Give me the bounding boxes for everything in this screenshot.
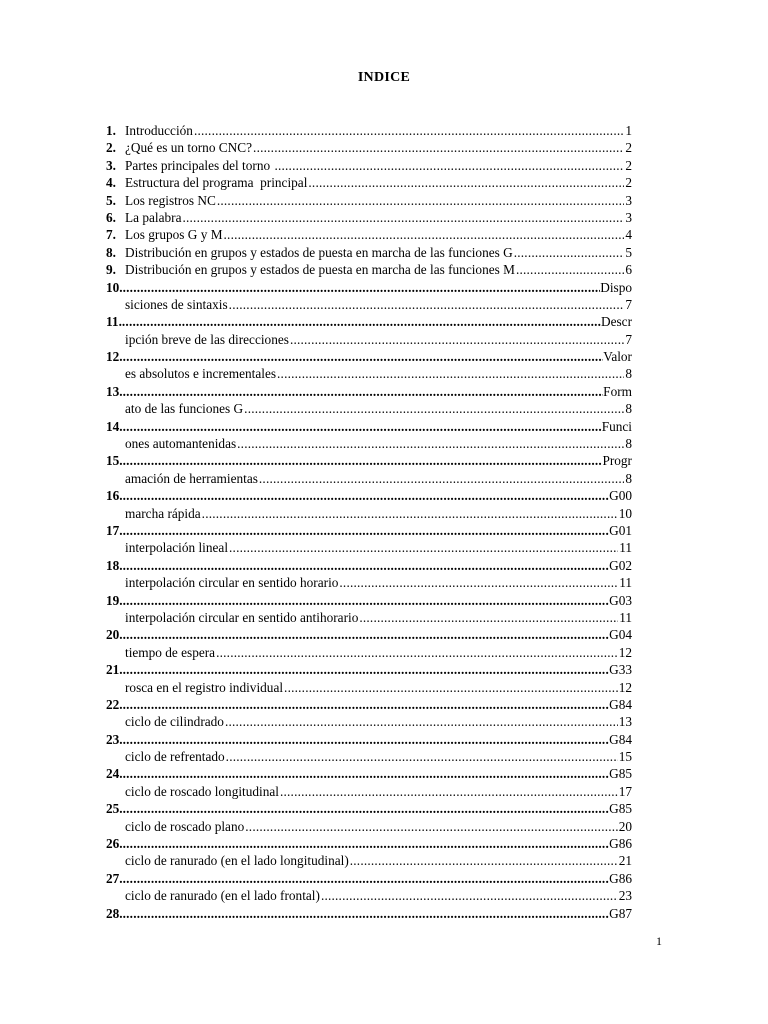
entry-heading: G85: [609, 801, 632, 817]
toc-entry-head: [106, 452, 632, 469]
entry-title: interpolación circular en sentido antihorario: [125, 609, 359, 625]
dot-leader: [123, 418, 602, 435]
toc-entry-head: [106, 626, 632, 643]
entry-number: 20.: [106, 627, 123, 643]
dot-leader: [182, 209, 624, 226]
toc-entry-head: [106, 905, 632, 922]
dot-leader: [123, 696, 609, 713]
entry-heading: G00: [609, 488, 632, 504]
entry-number: 21.: [106, 662, 123, 678]
toc-entry-body: [106, 435, 632, 452]
entry-number: 5.: [106, 192, 116, 208]
entry-page: 2: [625, 140, 632, 156]
toc-entry: [106, 209, 632, 226]
toc-entry-body: [106, 505, 632, 522]
entry-title: Los grupos G y M: [125, 227, 223, 243]
dot-leader: [280, 783, 618, 800]
entry-title: ciclo de ranurado (en el lado longitudinal): [125, 853, 349, 869]
dot-leader: [123, 487, 609, 504]
table-of-contents: [106, 122, 632, 922]
dot-leader: [123, 870, 609, 887]
dot-leader: [259, 470, 624, 487]
dot-leader: [225, 713, 618, 730]
entry-page: 13: [618, 714, 632, 730]
dot-leader: [123, 383, 604, 400]
toc-entry-body: [106, 609, 632, 626]
entry-title: Distribución en grupos y estados de puesta en marcha de las funciones M: [125, 262, 515, 278]
dot-leader: [123, 592, 609, 609]
toc-entry-head: [106, 383, 632, 400]
entry-title: ciclo de refrentado: [125, 749, 225, 765]
entry-heading: G01: [609, 522, 632, 538]
toc-entry-head: [106, 522, 632, 539]
entry-number: 11.: [106, 314, 122, 330]
entry-title: marcha rápida: [125, 505, 201, 521]
toc-entry: [106, 192, 632, 209]
toc-entry-body: [106, 713, 632, 730]
entry-title: interpolación lineal: [125, 540, 229, 556]
entry-page: 12: [618, 679, 632, 695]
toc-entry-head: [106, 835, 632, 852]
toc-entry: [106, 174, 632, 191]
entry-number: 25.: [106, 801, 123, 817]
entry-page: 5: [625, 244, 632, 260]
entry-number: 19.: [106, 592, 123, 608]
toc-entry-body: [106, 470, 632, 487]
dot-leader: [123, 661, 609, 678]
dot-leader: [308, 174, 624, 191]
toc-entry-head: [106, 661, 632, 678]
dot-leader: [244, 400, 624, 417]
entry-title: siciones de sintaxis: [125, 296, 228, 312]
entry-heading: G03: [609, 592, 632, 608]
entry-heading: G33: [609, 662, 632, 678]
entry-number: 4.: [106, 175, 116, 191]
dot-leader: [229, 539, 618, 556]
entry-page: 7: [625, 331, 632, 347]
entry-number: 2.: [106, 140, 116, 156]
entry-heading: Form: [603, 383, 632, 399]
entry-page: 3: [625, 209, 632, 225]
toc-entry-body: [106, 748, 632, 765]
entry-page: 11: [619, 575, 632, 591]
toc-entry-body: [106, 887, 632, 904]
entry-number: 15.: [106, 453, 123, 469]
entry-title: amación de herramientas: [125, 470, 258, 486]
entry-title: ciclo de cilindrado: [125, 714, 224, 730]
dot-leader: [226, 748, 618, 765]
dot-leader: [122, 313, 601, 330]
entry-page: 11: [619, 540, 632, 556]
toc-entry-head: [106, 557, 632, 574]
entry-title: ones automantenidas: [125, 436, 237, 452]
dot-leader: [274, 157, 624, 174]
toc-entry-head: [106, 696, 632, 713]
entry-number: 17.: [106, 522, 123, 538]
dot-leader: [514, 244, 625, 261]
page-number: 1: [656, 934, 662, 948]
toc-entry: [106, 261, 632, 278]
entry-number: 1.: [106, 123, 116, 138]
toc-entry-body: [106, 644, 632, 661]
entry-page: 23: [618, 888, 632, 904]
entry-title: Estructura del programa principal: [125, 175, 308, 191]
toc-entry-body: [106, 365, 632, 382]
dot-leader: [253, 139, 624, 156]
dot-leader: [245, 818, 617, 835]
entry-heading: G86: [609, 870, 632, 886]
toc-entry-body: [106, 539, 632, 556]
toc-entry: [106, 244, 632, 261]
entry-number: 8.: [106, 244, 116, 260]
entry-title: tiempo de espera: [125, 644, 216, 660]
entry-page: 4: [625, 227, 632, 243]
entry-page: 8: [625, 366, 632, 382]
entry-number: 18.: [106, 557, 123, 573]
toc-entry-body: [106, 331, 632, 348]
entry-title: es absolutos e incrementales: [125, 366, 277, 382]
entry-page: 1: [625, 123, 632, 138]
entry-number: 13.: [106, 383, 123, 399]
dot-leader: [123, 905, 609, 922]
dot-leader: [123, 452, 603, 469]
toc-entry-head: [106, 870, 632, 887]
dot-leader: [123, 557, 609, 574]
toc-entry-head: [106, 313, 632, 330]
toc-entry-body: [106, 574, 632, 591]
entry-heading: Progr: [602, 453, 632, 469]
entry-page: 2: [625, 175, 632, 191]
dot-leader: [123, 348, 604, 365]
entry-heading: G85: [609, 766, 632, 782]
dot-leader: [339, 574, 618, 591]
toc-entry-head: [106, 279, 632, 296]
entry-heading: Valor: [603, 349, 632, 365]
dot-leader: [123, 731, 609, 748]
entry-number: 14.: [106, 418, 123, 434]
dot-leader: [321, 887, 618, 904]
dot-leader: [277, 365, 624, 382]
dot-leader: [202, 505, 618, 522]
entry-number: 28.: [106, 905, 123, 921]
toc-entry: [106, 139, 632, 156]
toc-entry-body: [106, 400, 632, 417]
entry-heading: G84: [609, 731, 632, 747]
entry-number: 27.: [106, 870, 123, 886]
entry-heading: Descr: [600, 314, 632, 330]
entry-page: 11: [619, 609, 632, 625]
entry-title: Introducción: [125, 123, 193, 138]
entry-number: 6.: [106, 209, 116, 225]
dot-leader: [290, 331, 624, 348]
entry-page: 17: [618, 783, 632, 799]
entry-number: 16.: [106, 488, 123, 504]
entry-page: 7: [625, 296, 632, 312]
entry-title: ipción breve de las direcciones: [125, 331, 289, 347]
entry-number: 26.: [106, 836, 123, 852]
toc-entry-head: [106, 800, 632, 817]
dot-leader: [123, 626, 609, 643]
entry-title: La palabra: [125, 209, 182, 225]
toc-entry-body: [106, 679, 632, 696]
entry-title: ¿Qué es un torno CNC?: [125, 140, 253, 156]
entry-title: ciclo de ranurado (en el lado frontal): [125, 888, 320, 904]
toc-entry-body: [106, 818, 632, 835]
dot-leader: [224, 226, 625, 243]
dot-leader: [123, 765, 609, 782]
entry-page: 8: [625, 470, 632, 486]
entry-page: 21: [618, 853, 632, 869]
toc-entry-head: [106, 418, 632, 435]
entry-number: 24.: [106, 766, 123, 782]
entry-number: 23.: [106, 731, 123, 747]
entry-number: 7.: [106, 227, 116, 243]
dot-leader: [350, 852, 618, 869]
dot-leader: [216, 644, 618, 661]
entry-number: 9.: [106, 262, 116, 278]
toc-entry-head: [106, 592, 632, 609]
dot-leader: [516, 261, 624, 278]
toc-entry-head: [106, 731, 632, 748]
entry-title: interpolación circular en sentido horario: [125, 575, 339, 591]
entry-heading: G87: [609, 905, 632, 921]
entry-number: 22.: [106, 696, 123, 712]
entry-heading: G02: [609, 557, 632, 573]
toc-entry: [106, 157, 632, 174]
dot-leader: [123, 835, 609, 852]
entry-page: 8: [625, 436, 632, 452]
entry-heading: Dispo: [600, 279, 632, 295]
entry-title: ciclo de roscado plano: [125, 818, 245, 834]
entry-heading: G86: [609, 836, 632, 852]
dot-leader: [123, 800, 609, 817]
toc-entry: [106, 122, 632, 139]
entry-number: 10.: [106, 279, 123, 295]
entry-title: Partes principales del torno: [125, 157, 274, 173]
entry-page: 20: [618, 818, 632, 834]
entry-page: 8: [625, 401, 632, 417]
dot-leader: [217, 192, 624, 209]
entry-page: 12: [618, 644, 632, 660]
entry-title: ato de las funciones G: [125, 401, 244, 417]
toc-entry-body: [106, 296, 632, 313]
entry-title: Los registros NC: [125, 192, 216, 208]
entry-page: 10: [618, 505, 632, 521]
dot-leader: [123, 522, 609, 539]
toc-entry-head: [106, 348, 632, 365]
toc-entry: [106, 226, 632, 243]
toc-entry-body: [106, 783, 632, 800]
dot-leader: [194, 122, 624, 139]
entry-page: 3: [625, 192, 632, 208]
toc-entry-head: [106, 765, 632, 782]
dot-leader: [229, 296, 625, 313]
entry-number: 3.: [106, 157, 116, 173]
entry-number: 12.: [106, 349, 123, 365]
entry-heading: G84: [609, 696, 632, 712]
entry-page: 15: [618, 749, 632, 765]
entry-page: 2: [625, 157, 632, 173]
entry-title: Distribución en grupos y estados de puesta en marcha de las funciones G: [125, 244, 513, 260]
toc-entry-head: [106, 487, 632, 504]
dot-leader: [284, 679, 618, 696]
dot-leader: [237, 435, 624, 452]
entry-title: rosca en el registro individual: [125, 679, 284, 695]
entry-page: 6: [625, 262, 632, 278]
entry-heading: Funci: [601, 418, 632, 434]
dot-leader: [123, 279, 601, 296]
page-title: INDICE: [357, 70, 411, 85]
toc-entry-body: [106, 852, 632, 869]
entry-title: ciclo de roscado longitudinal: [125, 783, 279, 799]
dot-leader: [359, 609, 618, 626]
entry-heading: G04: [609, 627, 632, 643]
